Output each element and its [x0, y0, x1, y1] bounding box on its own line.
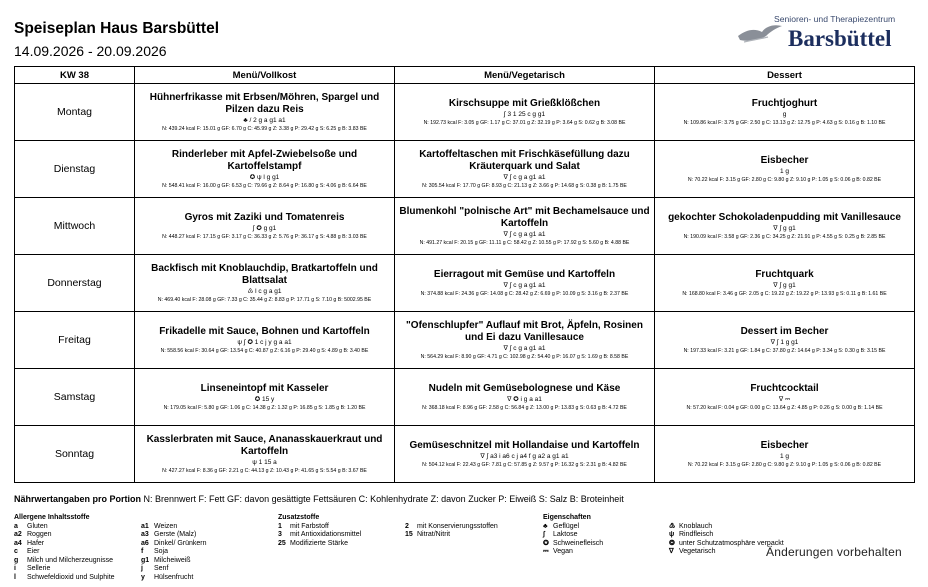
properties-column-a	[543, 514, 603, 557]
day-cell: Samstag	[15, 369, 135, 426]
meal-codes: 1 g	[779, 167, 790, 175]
legend-key-code: 25	[278, 539, 286, 547]
menu-table	[14, 66, 915, 483]
legend-key-label: Milch und Milcherzeugnisse	[27, 556, 113, 564]
meal-codes: ∇ ⎓	[778, 395, 791, 403]
nutrition-values: N: 504.12 kcal F: 22.43 g GF: 7.81 g C: 57.85 g Z: 9.57 g P: 16.32 g S: 2.31 g B: 4.82 BE	[422, 461, 627, 468]
legend-key-code: c	[14, 548, 18, 555]
legend-key-code: 3	[278, 531, 282, 538]
dish-name: Eierragout mit Gemüse und Kartoffeln	[433, 268, 616, 280]
meal-cell	[655, 369, 915, 426]
nutrition-legend-label: Nährwertangaben pro Portion	[14, 494, 142, 504]
nutrition-values: N: 368.18 kcal F: 8.96 g GF: 2.58 g C: 56.84 g Z: 13.00 g P: 13.83 g S: 0.63 g B: 4.72 BE	[422, 404, 627, 411]
logo-subtitle: Senioren- und Therapiezentrum	[774, 14, 896, 24]
legend-key-label: mit Farbstoff	[290, 522, 329, 530]
legend-key-label: Milcheiweiß	[154, 556, 191, 564]
logo	[736, 12, 914, 58]
legend-key-item	[141, 565, 207, 574]
meal-codes: g	[782, 110, 787, 118]
legend-key-code: ♣	[543, 522, 548, 530]
meal-codes: ∇ ∫ c g a g1 a1	[503, 281, 546, 289]
dish-name: Backfisch mit Knoblauchdip, Bratkartoffeln und Blattsalat	[151, 262, 378, 286]
changes-reserved-note: Änderungen vorbehalten	[766, 545, 902, 559]
column-header-vollkost: Menü/Vollkost	[135, 67, 395, 84]
meal-codes: ∇ ∫ 1 g g1	[770, 338, 799, 346]
legend-key-label: Schweinefleisch	[553, 539, 604, 547]
meal-cell	[655, 312, 915, 369]
nutrition-values: N: 57.20 kcal F: 0.04 g GF: 0.00 g C: 13.64 g Z: 4.85 g P: 0.26 g S: 0.00 g B: 1.14 BE	[686, 404, 883, 411]
meal-codes: ∇ ∫ a3 i a6 c j a4 f g a2 a g1 a1	[480, 452, 569, 460]
legend-key-label: Sellerie	[27, 565, 51, 572]
nutrition-values: N: 564.29 kcal F: 8.90 g GF: 4.71 g C: 102.98 g Z: 54.40 g P: 16.07 g S: 1.69 g B: 8.58 BE	[420, 353, 629, 360]
column-header-dessert: Dessert	[655, 67, 915, 84]
legend-key-item	[141, 540, 207, 549]
legend-key-label: Hülsenfrucht	[154, 573, 194, 581]
legend-key-label: Gluten	[27, 522, 48, 530]
meal-cell	[395, 84, 655, 141]
meal-codes: ✪ ψ l g g1	[249, 173, 280, 181]
legend-key-item	[141, 557, 207, 566]
allergens-column-a	[14, 514, 115, 582]
meal-codes: ∇ ∫ c g a g1 a1	[503, 173, 546, 181]
legend-key-item	[543, 548, 603, 557]
legend-key-item	[14, 574, 115, 583]
meal-cell	[655, 426, 915, 483]
legend-key-code: i	[14, 565, 16, 572]
date-range: 14.09.2026 - 20.09.2026	[14, 43, 167, 59]
meal-codes: ∇ ∫ g g1	[773, 281, 796, 289]
day-cell: Freitag	[15, 312, 135, 369]
logo-name: Barsbüttel	[788, 26, 892, 51]
dish-name: "Ofenschlupfer" Auflauf mit Brot, Äpfeln, Rosinen und Ei dazu Vanillesauce	[406, 319, 643, 343]
legend-key-item	[669, 523, 784, 532]
nutrition-values: N: 374.88 kcal F: 24.36 g GF: 14.08 g C: 28.42 g Z: 6.69 g P: 10.09 g S: 3.16 g B: 2.37 BE	[420, 290, 629, 297]
dish-name: Blumenkohl "polnische Art" mit Bechamelsauce und Kartoffeln	[399, 205, 650, 229]
day-cell: Donnerstag	[15, 255, 135, 312]
legend-key-code: ∇	[669, 548, 674, 555]
legend-key-item	[278, 523, 361, 532]
nutrition-values: N: 197.33 kcal F: 3.21 g GF: 1.84 g C: 37.80 g Z: 14.64 g P: 3.34 g S: 0.30 g B: 3.15 BE	[683, 347, 886, 354]
nutrition-values: N: 558.56 kcal F: 30.64 g GF: 13.54 g C: 40.87 g Z: 6.16 g P: 29.40 g S: 4.89 g B: 3.40 BE	[160, 347, 369, 354]
legend-key-item	[141, 531, 207, 540]
legend-key-label: Dinkel/ Grünkern	[154, 539, 207, 547]
legend-key-code: ♳	[669, 522, 676, 530]
table-header-row	[15, 67, 915, 84]
meal-cell	[395, 255, 655, 312]
nutrition-values: N: 179.05 kcal F: 5.80 g GF: 1.06 g C: 14.38 g Z: 1.32 g P: 16.85 g S: 1.85 g B: 1.20 BE	[163, 404, 366, 411]
dish-name: Nudeln mit Gemüsebolognese und Käse	[428, 382, 621, 394]
legend-key-label: Eier	[27, 548, 40, 555]
legend-key-code: 15	[405, 531, 413, 538]
meal-codes: ∫ 3 1 25 c g g1	[503, 110, 546, 118]
meal-cell	[395, 369, 655, 426]
dish-name: Hühnerfrikasse mit Erbsen/Möhren, Spargel und Pilzen dazu Reis	[149, 91, 380, 115]
nutrition-values: N: 190.09 kcal F: 3.58 g GF: 2.36 g C: 34.25 g Z: 21.91 g P: 4.55 g S: 0.25 g B: 2.85 BE	[683, 233, 886, 240]
dish-name: Eisbecher	[760, 439, 809, 451]
day-cell: Dienstag	[15, 141, 135, 198]
dish-name: gekochter Schokoladenpudding mit Vanillesauce	[668, 211, 901, 223]
legend-key-item	[141, 548, 207, 557]
dish-name: Rinderleber mit Apfel-Zwiebelsoße und Kartoffelstampf	[171, 148, 358, 172]
legend-key-item	[405, 523, 498, 532]
meal-cell	[655, 141, 915, 198]
meal-cell	[135, 84, 395, 141]
additives-column-b	[405, 514, 498, 540]
legend-key-code: ψ	[669, 531, 675, 538]
meal-cell	[135, 426, 395, 483]
legend-key-item	[543, 523, 603, 532]
legend-key-code: ⎓	[543, 548, 549, 555]
table-row	[15, 141, 915, 198]
legend-key-item	[278, 540, 361, 549]
legend-key-code: ∫	[543, 531, 545, 538]
legend-key-item	[278, 531, 361, 540]
meal-codes: ♳ l c g a g1	[247, 287, 282, 295]
nutrition-values: N: 427.27 kcal F: 8.36 g GF: 2.21 g C: 44.13 g Z: 10.43 g P: 41.65 g S: 5.54 g B: 3.67 BE	[162, 467, 367, 474]
meal-cell	[655, 255, 915, 312]
dish-name: Kirschsuppe mit Grießklößchen	[448, 97, 601, 109]
legend-key-label: Knoblauch	[679, 522, 713, 530]
legend-key-label: Vegetarisch	[679, 548, 716, 555]
day-cell: Sonntag	[15, 426, 135, 483]
meal-cell	[135, 369, 395, 426]
properties-title: Eigenschaften	[543, 514, 591, 521]
legend-key-code: y	[141, 573, 145, 581]
legend-key-label: Senf	[154, 565, 169, 572]
legend-key-label: Nitrat/Nitrit	[417, 531, 451, 538]
legend-key-item	[14, 531, 115, 540]
meal-cell	[135, 312, 395, 369]
nutrition-legend-text: N: Brennwert F: Fett GF: davon gesättigte Fettsäuren C: Kohlenhydrate Z: davon Zucker P: Eiweiß S: Salz B: Broteinheit	[143, 494, 624, 504]
legend-key-code: a6	[141, 539, 149, 547]
meal-cell	[655, 198, 915, 255]
legend-key-code: g	[14, 556, 19, 564]
allergens-column-b	[141, 514, 207, 582]
legend-key-label: Vegan	[553, 548, 573, 555]
dish-name: Fruchtquark	[755, 268, 814, 280]
legend-key-label: Laktose	[553, 531, 578, 538]
meal-codes: ψ ∫ ✪ 1 c j y g a a1	[237, 338, 292, 346]
legend-key-label: Gerste (Malz)	[154, 531, 197, 538]
dish-name: Linseneintopf mit Kasseler	[200, 382, 329, 394]
dish-name: Fruchtjoghurt	[751, 97, 818, 109]
nutrition-values: N: 448.27 kcal F: 17.15 g GF: 3.17 g C: 36.33 g Z: 5.76 g P: 36.17 g S: 4.88 g B: 3.03 BE	[162, 233, 367, 240]
nutrition-values: N: 192.73 kcal F: 3.05 g GF: 1.17 g C: 37.01 g Z: 32.19 g P: 3.64 g S: 0.62 g B: 3.08 BE	[423, 119, 626, 126]
allergens-title: Allergene Inhaltsstoffe	[14, 514, 90, 521]
legend-key-item	[14, 557, 115, 566]
legend-key-label: Geflügel	[553, 522, 580, 530]
table-row	[15, 198, 915, 255]
nutrition-legend	[14, 494, 624, 504]
legend-key-code: a4	[14, 539, 22, 547]
meal-codes: 1 g	[779, 452, 790, 460]
nutrition-values: N: 70.22 kcal F: 3.15 g GF: 2.80 g C: 9.80 g Z: 9.10 g P: 1.05 g S: 0.06 g B: 0.82 BE	[687, 461, 882, 468]
dish-name: Kasslerbraten mit Sauce, Ananasskauerkraut und Kartoffeln	[146, 433, 383, 457]
meal-codes: ∇ ∫ c g a g1 a1	[503, 344, 546, 352]
legend-key-label: Weizen	[154, 522, 178, 530]
table-row	[15, 255, 915, 312]
meal-cell	[655, 84, 915, 141]
legend-key-item	[14, 565, 115, 574]
legend-key-label: Hafer	[27, 539, 45, 547]
legend-key-item	[141, 523, 207, 532]
meal-codes: ♣ / 2 g a g1 a1	[243, 116, 286, 124]
nutrition-values: N: 305.54 kcal F: 17.70 g GF: 8.93 g C: 21.13 g Z: 3.66 g P: 14.68 g S: 0.38 g B: 1.75 BE	[422, 182, 627, 189]
legend-key-item	[669, 531, 784, 540]
legend-key-code: 1	[278, 522, 282, 530]
legend-key-item	[14, 548, 115, 557]
meal-codes: ∇ ∫ g g1	[773, 224, 796, 232]
day-cell: Montag	[15, 84, 135, 141]
legend-key-item	[405, 531, 498, 540]
legend-key-code: a2	[14, 531, 22, 538]
table-row	[15, 426, 915, 483]
meal-codes: ∇ ∫ c g a g1 a1	[503, 230, 546, 238]
meal-cell	[135, 141, 395, 198]
dish-name: Dessert im Becher	[740, 325, 829, 337]
meal-codes: ✪ 15 y	[254, 395, 275, 403]
column-header-vegetarisch: Menü/Vegetarisch	[395, 67, 655, 84]
legend-key-code: l	[14, 573, 16, 581]
legend-key-label: Modifizierte Stärke	[290, 539, 348, 547]
additives-column-a	[278, 514, 361, 548]
nutrition-values: N: 439.24 kcal F: 15.01 g GF: 6.70 g C: 45.99 g Z: 3.38 g P: 29.42 g S: 6.25 g B: 3.83 BE	[162, 125, 367, 132]
bird-logo-icon	[736, 22, 784, 48]
dish-name: Frikadelle mit Sauce, Bohnen und Kartoffeln	[159, 325, 370, 337]
legend-key-code: ✪	[543, 539, 549, 547]
column-header-week: KW 38	[15, 67, 135, 84]
legend-key-code: ❂	[669, 539, 675, 547]
legend-key-code: j	[141, 565, 143, 572]
nutrition-values: N: 70.22 kcal F: 3.15 g GF: 2.80 g C: 9.80 g Z: 9.10 g P: 1.05 g S: 0.06 g B: 0.82 BE	[687, 176, 882, 183]
legend-key-code: 2	[405, 522, 409, 530]
nutrition-values: N: 168.80 kcal F: 3.46 g GF: 2.05 g C: 19.22 g Z: 19.22 g P: 13.93 g S: 0.11 g B: 1.61 BE	[682, 290, 887, 297]
legend-key-label: unter Schutzatmosphäre verpackt	[679, 539, 784, 547]
table-row	[15, 369, 915, 426]
meal-cell	[135, 255, 395, 312]
meal-cell	[395, 426, 655, 483]
dish-name: Fruchtcocktail	[750, 382, 819, 394]
meal-cell	[135, 198, 395, 255]
meal-codes: ∇ ✪ i g a a1	[507, 395, 542, 403]
day-cell: Mittwoch	[15, 198, 135, 255]
legend-key-label: Soja	[154, 548, 169, 555]
dish-name: Kartoffeltaschen mit Frischkäsefüllung dazu Kräuterquark und Salat	[419, 148, 630, 172]
legend-key-code: a1	[141, 522, 149, 530]
legend-key-code: a3	[141, 531, 149, 538]
table-row	[15, 84, 915, 141]
meal-codes: ∫ ✪ g g1	[252, 224, 277, 232]
nutrition-values: N: 109.86 kcal F: 3.75 g GF: 2.50 g C: 13.13 g Z: 12.75 g P: 4.63 g S: 0.16 g B: 1.10 BE	[683, 119, 886, 126]
legend-key-code: a	[14, 522, 18, 530]
nutrition-values: N: 469.40 kcal F: 28.08 g GF: 7.33 g C: 35.44 g Z: 8.83 g P: 17.71 g S: 7.10 g B: 5002.95 BE	[157, 296, 372, 303]
legend-key-label: Roggen	[27, 531, 52, 538]
dish-name: Gemüseschnitzel mit Hollandaise und Kartoffeln	[409, 439, 640, 451]
meal-cell	[395, 141, 655, 198]
legend-key-code: g1	[141, 556, 150, 564]
legend-key-item	[14, 540, 115, 549]
legend-key-label: Schwefeldioxid und Sulphite	[27, 573, 115, 581]
table-row	[15, 312, 915, 369]
page-title: Speiseplan Haus Barsbüttel	[14, 20, 220, 37]
legend-key-label: Rindfleisch	[679, 531, 714, 538]
legend-key-label: mit Antioxidationsmittel	[290, 531, 362, 538]
legend-key-code: f	[141, 548, 144, 555]
additives-title: Zusatzstoffe	[278, 514, 320, 521]
nutrition-values: N: 491.27 kcal F: 20.15 g GF: 11.11 g C: 58.42 g Z: 10.55 g P: 17.92 g S: 5.60 g B: 4.88 BE	[419, 239, 630, 246]
legend-key-item	[14, 523, 115, 532]
legend-key-item	[543, 540, 603, 549]
legend-key-label: mit Konservierungsstoffen	[417, 522, 498, 530]
meal-codes: ψ 1 15 a	[252, 458, 277, 466]
nutrition-values: N: 548.41 kcal F: 16.00 g GF: 6.53 g C: 79.66 g Z: 8.64 g P: 16.80 g S: 4.06 g B: 6.64 BE	[162, 182, 367, 189]
meal-cell	[395, 312, 655, 369]
legend-key-item	[141, 574, 207, 583]
meal-cell	[395, 198, 655, 255]
legend-key-item	[543, 531, 603, 540]
dish-name: Gyros mit Zaziki und Tomatenreis	[184, 211, 345, 223]
dish-name: Eisbecher	[760, 154, 809, 166]
